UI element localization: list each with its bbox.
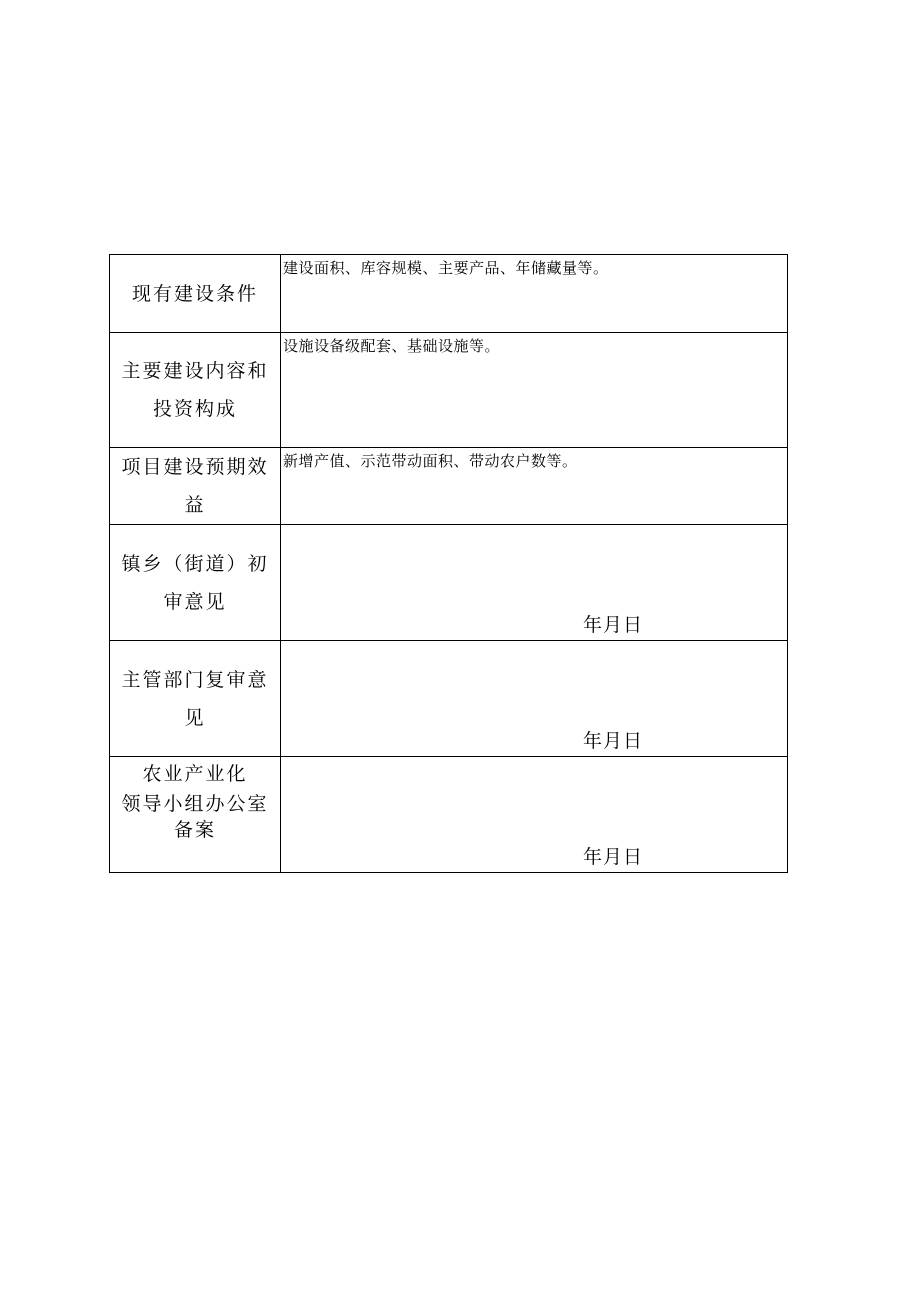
label-line: 主管部门复审意	[121, 668, 269, 691]
application-form-table	[109, 254, 788, 873]
hint-text: 设施设备级配套、基础设施等。	[283, 337, 501, 355]
form-row-department-review	[110, 641, 788, 757]
date-placeholder: 年月日	[583, 614, 644, 636]
label-construction-content	[110, 333, 281, 448]
date-placeholder: 年月日	[583, 846, 644, 868]
hint-text: 新增产值、示范带动面积、带动农户数等。	[283, 452, 578, 470]
label-line: 备案	[173, 819, 216, 841]
label-line: 农业产业化	[142, 763, 248, 785]
label-office-filing	[110, 757, 281, 873]
label-line: 投资构成	[152, 398, 237, 420]
label-existing-conditions	[110, 255, 281, 333]
label-expected-benefits	[110, 448, 281, 525]
label-line: 现有建设条件	[131, 282, 258, 305]
label-line: 益	[184, 494, 206, 516]
label-line: 审意见	[163, 590, 227, 613]
form-row-town-preliminary-review	[110, 525, 788, 641]
label-line: 镇乡（街道）初	[121, 552, 269, 575]
form-row-expected-benefits	[110, 448, 788, 525]
form-row-construction-content	[110, 333, 788, 448]
label-line: 见	[184, 706, 206, 729]
label-line: 主要建设内容和	[121, 360, 269, 382]
label-department-review	[110, 641, 281, 757]
date-placeholder: 年月日	[583, 730, 644, 752]
label-town-preliminary-review	[110, 525, 281, 641]
field-department-review[interactable]	[281, 641, 788, 757]
label-line: 领导小组办公室	[121, 793, 269, 815]
field-office-filing[interactable]	[281, 757, 788, 873]
field-expected-benefits[interactable]	[281, 448, 788, 525]
form-row-office-filing	[110, 757, 788, 873]
field-town-preliminary-review[interactable]	[281, 525, 788, 641]
field-construction-content[interactable]	[281, 333, 788, 448]
field-existing-conditions[interactable]	[281, 255, 788, 333]
form-row-existing-conditions	[110, 255, 788, 333]
label-line: 项目建设预期效	[121, 456, 269, 478]
hint-text: 建设面积、库容规模、主要产品、年储藏量等。	[283, 259, 609, 277]
